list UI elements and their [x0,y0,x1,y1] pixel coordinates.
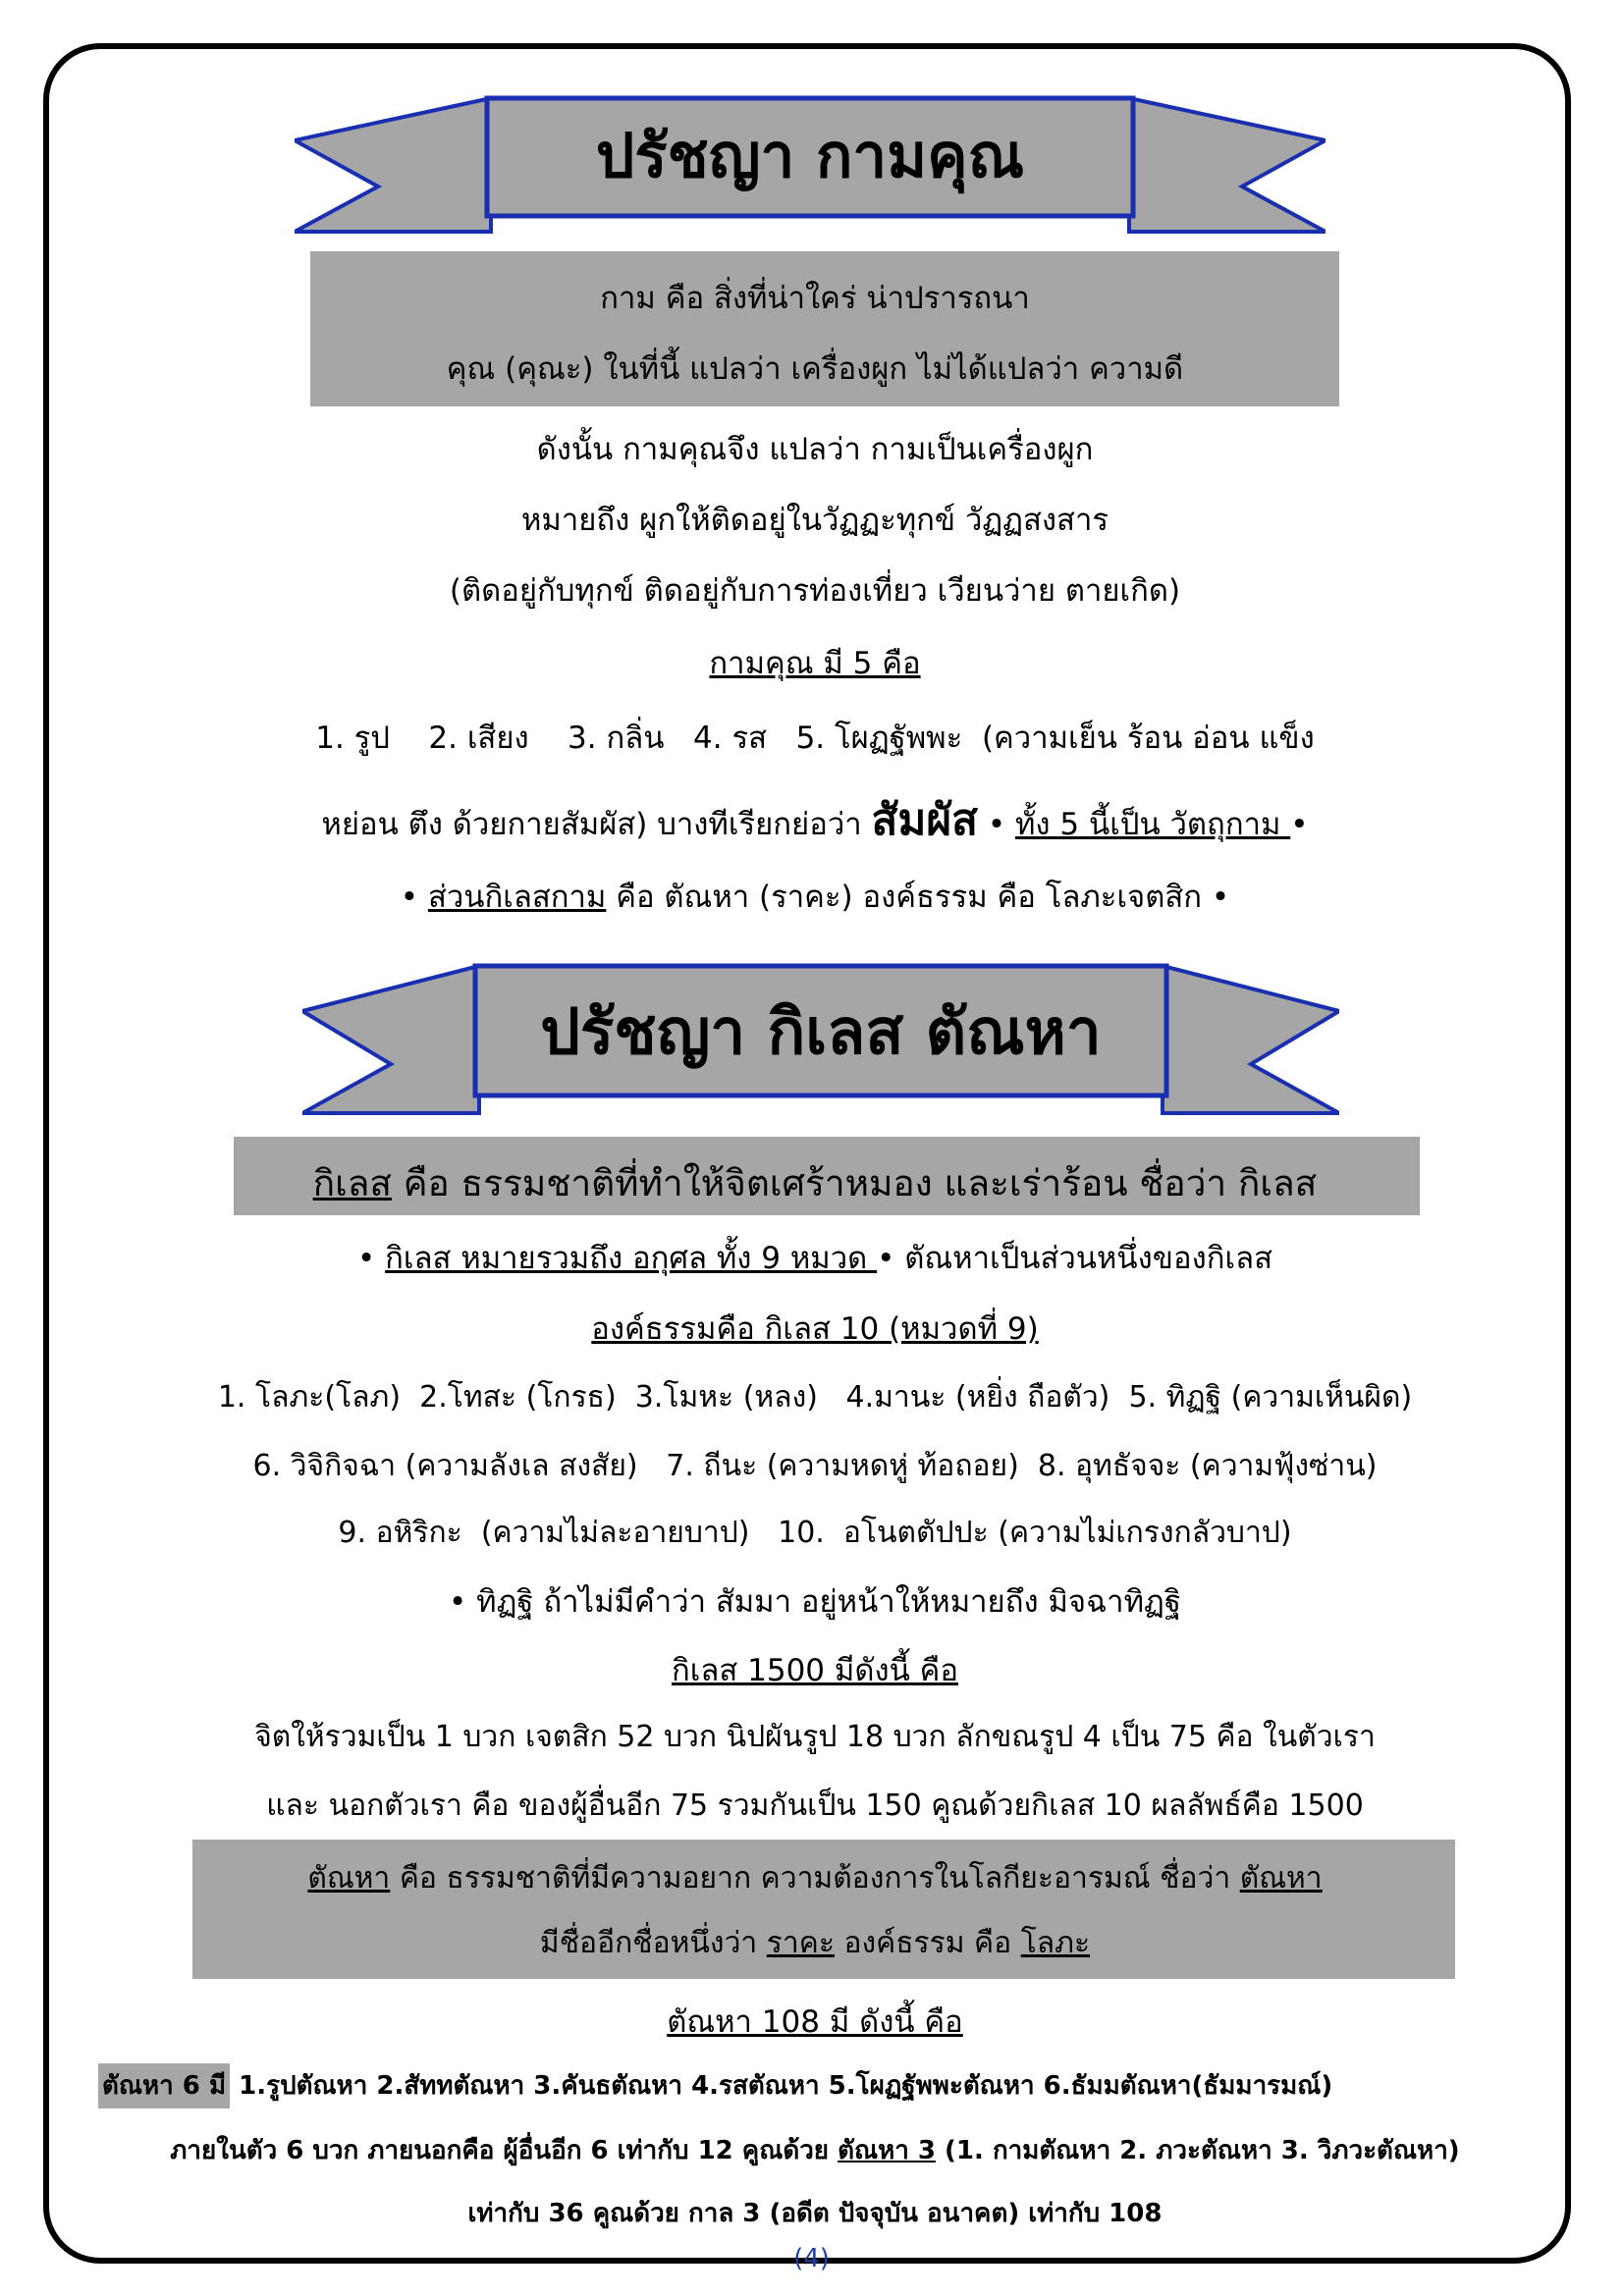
section-title: ปรัชญา กามคุณ [595,120,1025,191]
text-span: ภายในตัว 6 บวก ภายนอกคือ ผู้อื่นอีก 6 เท่ากับ 12 คูณด้วย [170,2136,839,2165]
underlined-text: ตัณหา 3 [838,2136,936,2165]
underlined-term: โลภะ [1020,1926,1091,1960]
underlined-text: ส่วนกิเลสกาม [427,880,607,915]
text-span: หย่อน ตึง ด้วยกายสัมผัส) บางทีเรียกย่อว่า [321,807,872,842]
list-line: 6. วิจิกิจฉา (ความลังเล สงสัย) 7. ถีนะ (ความหดหู่ ท้อถอย) 8. อุทธัจจะ (ความฟุ้งซ่าน) [252,1449,1378,1483]
text-line: จิตให้รวมเป็น 1 บวก เจตสิก 52 บวก นิปผันรูป 18 บวก ลักขณรูป 4 เป็น 75 คือ ในตัวเรา [254,1720,1376,1754]
text-span: (1. กามตัณหา 2. ภวะตัณหา 3. วิภวะตัณหา) [935,2136,1460,2165]
subheading: กิเลส 1500 มีดังนี้ คือ [672,1653,958,1688]
title-banner-kilesa [302,954,1339,1126]
title-banner-kamakhun [295,86,1325,243]
bullet: • [356,1241,386,1276]
text-line: เท่ากับ 36 คูณด้วย กาล 3 (อดีต ปัจจุบัน อนาคต) เท่ากับ 108 [467,2199,1163,2228]
text-line [59,2130,1571,2170]
text-line: และ นอกตัวเรา คือ ของผู้อื่นอีก 75 รวมกันเป็น 150 คูณด้วยกิเลส 10 ผลลัพธ์คือ 1500 [266,1789,1364,1823]
text-span: คือ ตัณหา (ราคะ) องค์ธรรม คือ โลภะเจตสิก [606,880,1212,915]
text-span: องค์ธรรม คือ [834,1926,1021,1960]
text-line [59,1233,1571,1282]
underlined-text: กิเลส หมายรวมถึง อกุศล ทั้ง 9 หมวด [385,1241,878,1276]
bullet: • [400,880,428,915]
text-line: (ติดอยู่กับทุกข์ ติดอยู่กับการท่องเที่ยว เวียนว่าย ตายเกิด) [449,573,1181,609]
definition-line: กาม คือ สิ่งที่น่าใคร่ น่าปรารถนา [600,281,1030,316]
definition-line [59,1154,1571,1212]
text-line: ดังนั้น กามคุณจึง แปลว่า กามเป็นเครื่องผูก [536,432,1094,467]
definition-line [59,1920,1571,1966]
page-number: (4) [793,2244,830,2273]
shaded-label: ตัณหา 6 มี [98,2063,230,2109]
text-span: คือ ธรรมชาติที่ทำให้จิตเศร้าหมอง และเร่าร้อน ชื่อว่า กิเลส [392,1162,1318,1204]
note-line: • ทิฏฐิ ถ้าไม่มีคำว่า สัมมา อยู่หน้าให้หมายถึง มิจฉาทิฏฐิ [449,1584,1181,1620]
bullet: • [978,807,1015,842]
underlined-term: กิเลส [312,1162,393,1204]
text-line [98,2065,1532,2106]
definition-line [59,1855,1571,1901]
text-span: • ตัณหาเป็นส่วนหนึ่งของกิเลส [877,1241,1272,1276]
subheading: ตัณหา 108 มี ดังนี้ คือ [667,2004,963,2040]
subheading: องค์ธรรมคือ กิเลส 10 (หมวดที่ 9) [591,1311,1039,1347]
text-line: หมายถึง ผูกให้ติดอยู่ในวัฏฏะทุกข์ วัฏฏสงสาร [520,503,1109,538]
bullet: • [1290,807,1309,842]
emphasis-word: สัมผัส [871,795,978,845]
list-line: 1. โลภะ(โลภ) 2.โทสะ (โกรธ) 3.โมหะ (หลง) 4.มานะ (หยิ่ง ถือตัว) 5. ทิฏฐิ (ความเห็นผิด) [217,1380,1413,1415]
text-span: มีชื่ออีกชื่อหนึ่งว่า [539,1926,767,1960]
underlined-term: ราคะ [766,1926,835,1960]
bullet: • [1211,880,1230,915]
underlined-term: ตัณหา [307,1861,391,1896]
underlined-text: ทั้ง 5 นี้เป็น วัตถุกาม [1015,807,1291,842]
text-line [59,785,1571,854]
text-line [59,872,1571,921]
underlined-term: ตัณหา [1239,1861,1323,1896]
list-line: 1. รูป 2. เสียง 3. กลิ่น 4. รส 5. โผฏฐัพพะ (ความเย็น ร้อน อ่อน แข็ง [315,721,1315,756]
section-title: ปรัชญา กิเลส ตัณหา [540,996,1102,1069]
text-span: 1.รูปตัณหา 2.สัททตัณหา 3.คันธตัณหา 4.รสตัณหา 5.โผฏฐัพพะตัณหา 6.ธัมมตัณหา(ธัมมารมณ์) [230,2071,1333,2101]
definition-line: คุณ (คุณะ) ในที่นี้ แปลว่า เครื่องผูก ไม่ได้แปลว่า ความดี [446,351,1184,387]
subheading: กามคุณ มี 5 คือ [709,646,921,681]
text-span: คือ ธรรมชาติที่มีความอยาก ความต้องการในโลกียะอารมณ์ ชื่อว่า [390,1861,1240,1896]
list-line: 9. อหิริกะ (ความไม่ละอายบาป) 10. อโนตตัปปะ (ความไม่เกรงกลัวบาป) [338,1516,1292,1550]
